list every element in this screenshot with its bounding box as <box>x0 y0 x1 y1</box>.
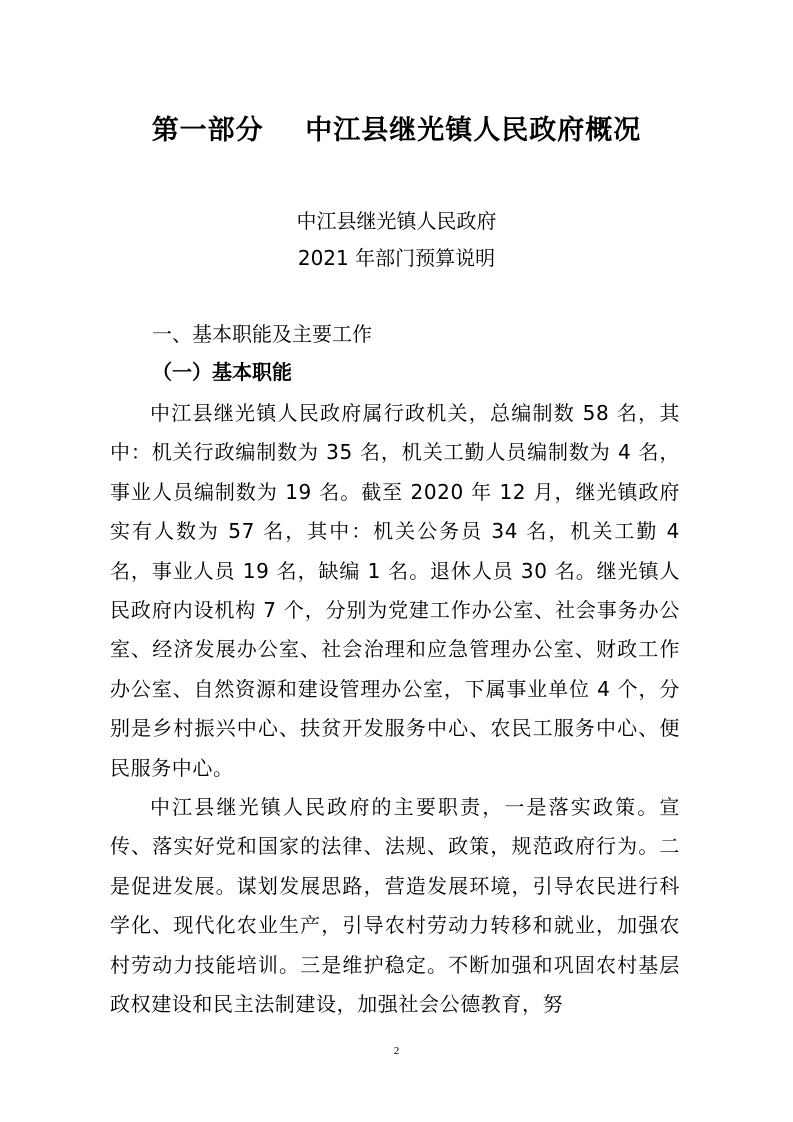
subsection-heading: （一）基本职能 <box>152 360 292 384</box>
document-subtitle-organization: 中江县继光镇人民政府 <box>296 209 497 233</box>
section-heading: 一、基本职能及主要工作 <box>152 322 372 346</box>
page-number: 2 <box>393 1045 400 1057</box>
paragraph-main-duties: 中江县继光镇人民政府的主要职责，一是落实政策。宣传、落实好党和国家的法律、法规、政策，规范政府行为。二是促进发展。谋划发展思路，营造发展环境，引导农民进行科学化、现代化农业生产，引导农村劳动力转移和就业，加强农村劳动力技能培训。三是维护稳定。不断加强和巩固农村基层政权建设和民主法制建设，加强社会公德教育，努 <box>110 795 680 1017</box>
paragraph-basic-functions: 中江县继光镇人民政府属行政机关，总编制数 58 名，其中：机关行政编制数为 35 名，机关工勤人员编制数为 4 名，事业人员编制数为 19 名。截至 2020 年 12 月，继光镇政府实有人数为 57 名，其中：机关公务员 34 名，机关工勤 4 名，事业人员 19 名，缺编 1 名。退休人员 30 名。继光镇人民政府内设机构 7 个，分别为党建工作办公室、社会事务办公室、经济发展办公室、社会治理和应急管理办公室、财政工作办公室、自然资源和建设管理办公室，下属事业单位 4 个，分别是乡村振兴中心、扶贫开发服务中心、农民工服务中心、便民服务中心。 <box>110 401 680 780</box>
document-subtitle-budget: 2021 年部门预算说明 <box>297 246 496 270</box>
part-title: 第一部分 中江县继光镇人民政府概况 <box>151 115 642 146</box>
